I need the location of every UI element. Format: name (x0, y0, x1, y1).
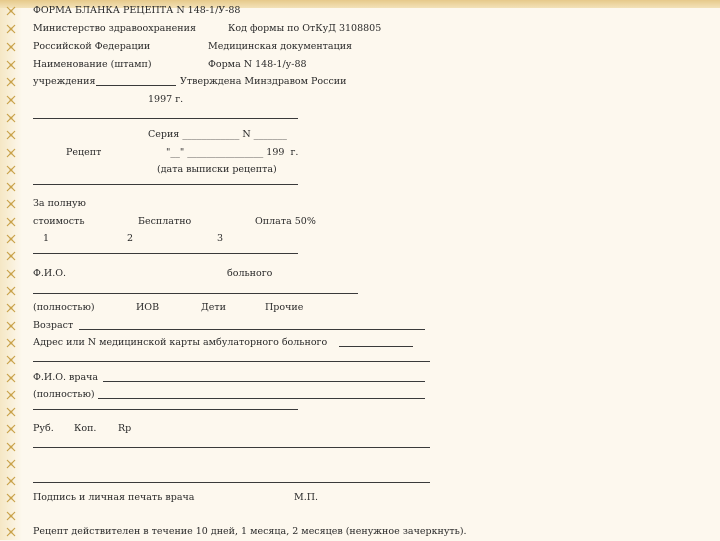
ornament-bullet-icon (7, 322, 15, 330)
form-row (0, 370, 720, 387)
separator-line (33, 184, 298, 185)
form-number-label: Форма N 148-1/у-88 (208, 59, 307, 70)
form-row (0, 162, 720, 179)
separator-line (33, 482, 430, 483)
stamp-place-label: М.П. (294, 492, 319, 503)
form-row (0, 3, 720, 20)
ornament-bullet-icon (7, 443, 15, 451)
ornament-bullet-icon (7, 304, 15, 312)
ornament-bullet-icon (7, 61, 15, 69)
separator-line (33, 118, 298, 119)
cost-label: стоимость (33, 216, 85, 227)
recipe-label: Рецепт (66, 147, 102, 158)
payment-option-2: 2 (127, 233, 134, 244)
ornament-bullet-icon (7, 183, 15, 191)
separator-line (33, 409, 298, 410)
form-row (0, 456, 720, 473)
form-row (0, 214, 720, 231)
ornament-bullet-icon (7, 43, 15, 51)
age-label: Возраст (33, 320, 74, 331)
year-label: 1997 г. (148, 94, 184, 105)
ornament-bullet-icon (7, 200, 15, 208)
iov-label: ИОВ (136, 302, 160, 313)
form-row (0, 524, 720, 541)
form-row (0, 145, 720, 162)
ornament-bullet-icon (7, 131, 15, 139)
form-row (0, 110, 720, 127)
series-label: Серия ____________ N _______ (148, 129, 287, 140)
form-row (0, 490, 720, 507)
form-row (0, 421, 720, 438)
free-label: Бесплатно (138, 216, 192, 227)
separator-line (33, 361, 430, 362)
ornament-bullet-icon (7, 270, 15, 278)
ornament-bullet-icon (7, 356, 15, 364)
form-title: ФОРМА БЛАНКА РЕЦЕПТА N 148-1/У-88 (33, 5, 241, 16)
med-docs-label: Медицинская документация (208, 41, 353, 52)
address-label: Адрес или N медицинской карты амбулаторного больного (33, 337, 328, 348)
ornament-bullet-icon (7, 339, 15, 347)
ornament-bullet-icon (7, 114, 15, 122)
ornament-bullet-icon (7, 494, 15, 502)
form-row (0, 439, 720, 456)
form-row (0, 300, 720, 317)
form-row (0, 283, 720, 300)
form-row (0, 39, 720, 56)
other-label: Прочие (265, 302, 304, 313)
institution-line (96, 85, 176, 86)
signature-label: Подпись и личная печать врача (33, 492, 195, 503)
ornament-bullet-icon (7, 512, 15, 520)
form-row (0, 248, 720, 265)
payment-option-3: 3 (217, 233, 224, 244)
ornament-bullet-icon (7, 374, 15, 382)
form-row (0, 57, 720, 74)
ornament-bullet-icon (7, 78, 15, 86)
approved-label: Утверждена Минздравом России (180, 76, 347, 87)
form-row (0, 318, 720, 335)
doctor-name-line (103, 381, 425, 382)
fully-label: (полностью) (33, 302, 95, 313)
doctor-fullname-line (98, 398, 425, 399)
payment-option-1: 1 (43, 233, 50, 244)
name-stamp-label: Наименование (штамп) (33, 59, 152, 70)
pay-50-label: Оплата 50% (255, 216, 316, 227)
separator-line (33, 253, 298, 254)
ornament-bullet-icon (7, 7, 15, 15)
fio-label: Ф.И.О. (33, 268, 67, 279)
patient-label: больного (227, 268, 273, 279)
form-row (0, 196, 720, 213)
separator-line (33, 447, 430, 448)
date-note: (дата выписки рецепта) (157, 164, 277, 175)
ornament-bullet-icon (7, 460, 15, 468)
ornament-bullet-icon (7, 252, 15, 260)
ornament-bullet-icon (7, 391, 15, 399)
full-cost-label: За полную (33, 198, 86, 209)
form-row (0, 352, 720, 369)
rub-label: Руб. (33, 423, 54, 434)
federation-label: Российской Федерации (33, 41, 151, 52)
ornament-bullet-icon (7, 408, 15, 416)
form-row (0, 508, 720, 525)
validity-note: Рецепт действителен в течение 10 дней, 1 месяца, 2 месяцев (ненужное зачеркнуть). (33, 526, 467, 537)
rp-label: Rp (118, 423, 132, 434)
form-row (0, 473, 720, 490)
doctor-fio-label: Ф.И.О. врача (33, 372, 99, 383)
ornament-bullet-icon (7, 528, 15, 536)
form-row (0, 74, 720, 91)
form-row (0, 335, 720, 352)
ornament-bullet-icon (7, 149, 15, 157)
ornament-bullet-icon (7, 166, 15, 174)
form-row (0, 21, 720, 38)
ornament-bullet-icon (7, 235, 15, 243)
form-row (0, 266, 720, 283)
ministry-label: Министерство здравоохранения (33, 23, 196, 34)
ornament-bullet-icon (7, 287, 15, 295)
ornament-bullet-icon (7, 477, 15, 485)
institution-label: учреждения (33, 76, 96, 87)
form-row (0, 404, 720, 421)
form-row (0, 127, 720, 144)
fully-label: (полностью) (33, 389, 95, 400)
ornament-bullet-icon (7, 425, 15, 433)
form-row (0, 92, 720, 109)
form-row (0, 387, 720, 404)
bullet-column-icons (0, 0, 24, 540)
children-label: Дети (201, 302, 226, 313)
address-line (339, 346, 413, 347)
kop-label: Коп. (74, 423, 97, 434)
form-code-label: Код формы по ОтКуД 3108805 (228, 23, 382, 34)
ornament-bullet-icon (7, 25, 15, 33)
ornament-bullet-icon (7, 96, 15, 104)
ornament-bullet-icon (7, 218, 15, 226)
patient-name-line (33, 293, 358, 294)
age-line (79, 329, 425, 330)
form-row (0, 179, 720, 196)
form-row (0, 231, 720, 248)
date-line: "__" ________________ 199 г. (166, 147, 299, 158)
